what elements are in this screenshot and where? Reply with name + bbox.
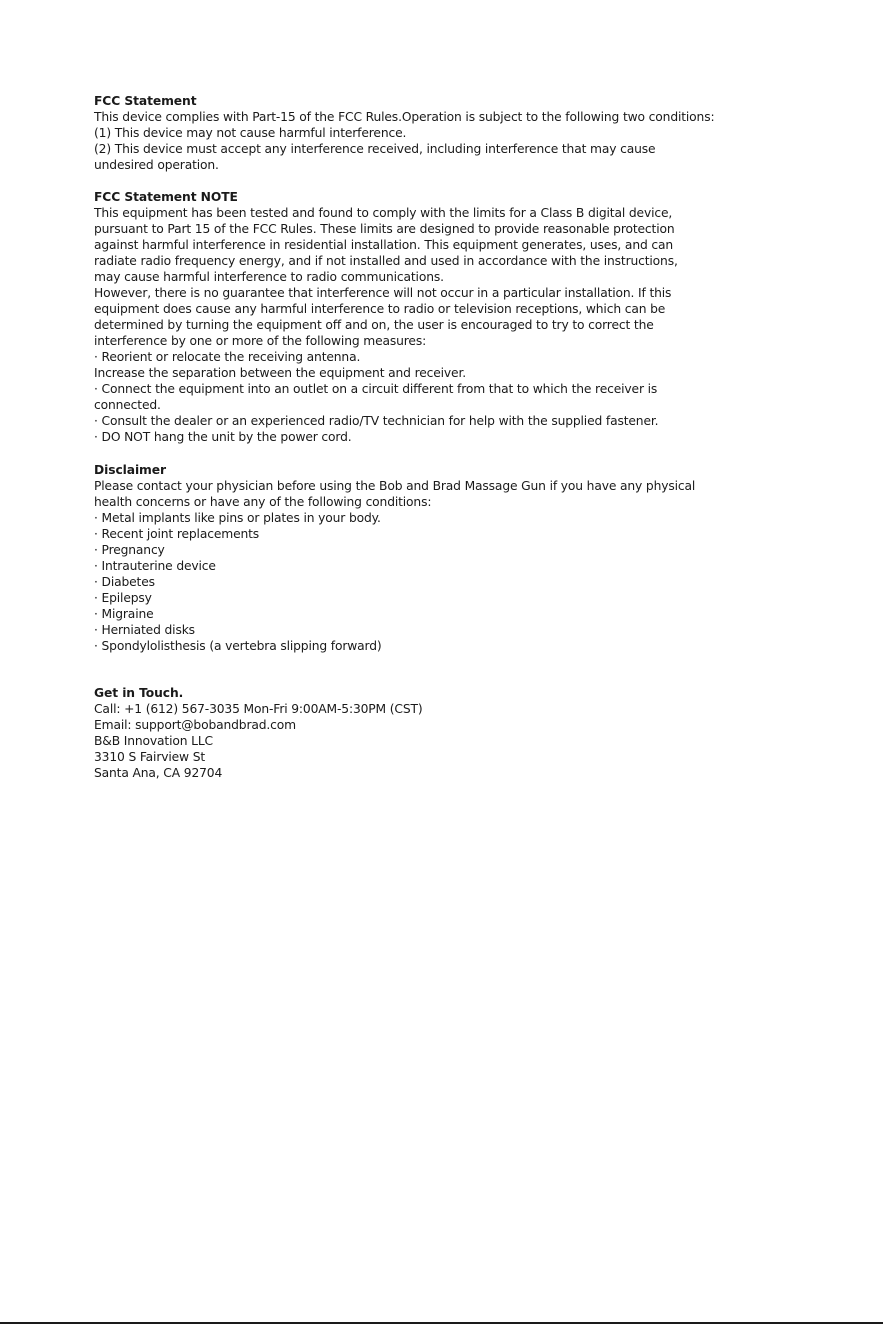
fcc-note-section [94,189,784,445]
fcc-note-line: This equipment has been tested and found to comply with the limits for a Class B digital device, [94,206,673,220]
disclaimer-condition: · Recent joint replacements [94,527,260,541]
fcc-note-line: determined by turning the equipment off and on, the user is encouraged to try to correct the [94,318,654,332]
fcc-note-measure: Increase the separation between the equipment and receiver. [94,366,466,380]
fcc-statement-line: (2) This device must accept any interference received, including interference that may cause [94,142,656,156]
disclaimer-condition: · Diabetes [94,575,155,589]
fcc-statement-line: This device complies with Part-15 of the FCC Rules.Operation is subject to the following two conditions: [94,110,715,124]
disclaimer-condition: · Pregnancy [94,543,165,557]
contact-section [94,685,784,781]
document-page [94,93,784,781]
disclaimer-condition: · Metal implants like pins or plates in your body. [94,511,381,525]
fcc-note-measure: connected. [94,398,161,412]
fcc-note-line: may cause harmful interference to radio communications. [94,270,444,284]
fcc-note-measure: · Reorient or relocate the receiving antenna. [94,350,361,364]
contact-company: B&B Innovation LLC [94,734,213,748]
fcc-note-line: pursuant to Part 15 of the FCC Rules. These limits are designed to provide reasonable protection [94,222,675,236]
disclaimer-condition: · Intrauterine device [94,559,216,573]
contact-phone: Call: +1 (612) 567-3035 Mon-Fri 9:00AM-5:30PM (CST) [94,702,423,716]
fcc-note-line: equipment does cause any harmful interference to radio or television receptions, which can be [94,302,666,316]
disclaimer-line: Please contact your physician before using the Bob and Brad Massage Gun if you have any physical [94,479,696,493]
fcc-note-line: interference by one or more of the following measures: [94,334,427,348]
contact-heading: Get in Touch. [94,686,184,700]
fcc-note-line: radiate radio frequency energy, and if not installed and used in accordance with the instructions, [94,254,678,268]
fcc-statement-line: undesired operation. [94,158,219,172]
fcc-note-line: against harmful interference in residential installation. This equipment generates, uses, and can [94,238,674,252]
fcc-statement-heading: FCC Statement [94,94,197,108]
disclaimer-condition: · Migraine [94,607,154,621]
fcc-note-heading: FCC Statement NOTE [94,190,238,204]
disclaimer-line: health concerns or have any of the following conditions: [94,495,432,509]
fcc-note-measure: · DO NOT hang the unit by the power cord. [94,430,352,444]
contact-city: Santa Ana, CA 92704 [94,766,223,780]
fcc-statement-section [94,93,784,173]
fcc-note-measure: · Consult the dealer or an experienced radio/TV technician for help with the supplied fastener. [94,414,659,428]
fcc-note-measure: · Connect the equipment into an outlet on a circuit different from that to which the receiver is [94,382,658,396]
disclaimer-condition: · Epilepsy [94,591,152,605]
contact-email: Email: support@bobandbrad.com [94,718,296,732]
disclaimer-heading: Disclaimer [94,463,166,477]
fcc-statement-line: (1) This device may not cause harmful interference. [94,126,407,140]
contact-street: 3310 S Fairview St [94,750,206,764]
disclaimer-condition: · Herniated disks [94,623,195,637]
disclaimer-condition: · Spondylolisthesis (a vertebra slipping forward) [94,639,382,653]
fcc-note-line: However, there is no guarantee that interference will not occur in a particular installation. If this [94,286,672,300]
disclaimer-section [94,462,784,654]
